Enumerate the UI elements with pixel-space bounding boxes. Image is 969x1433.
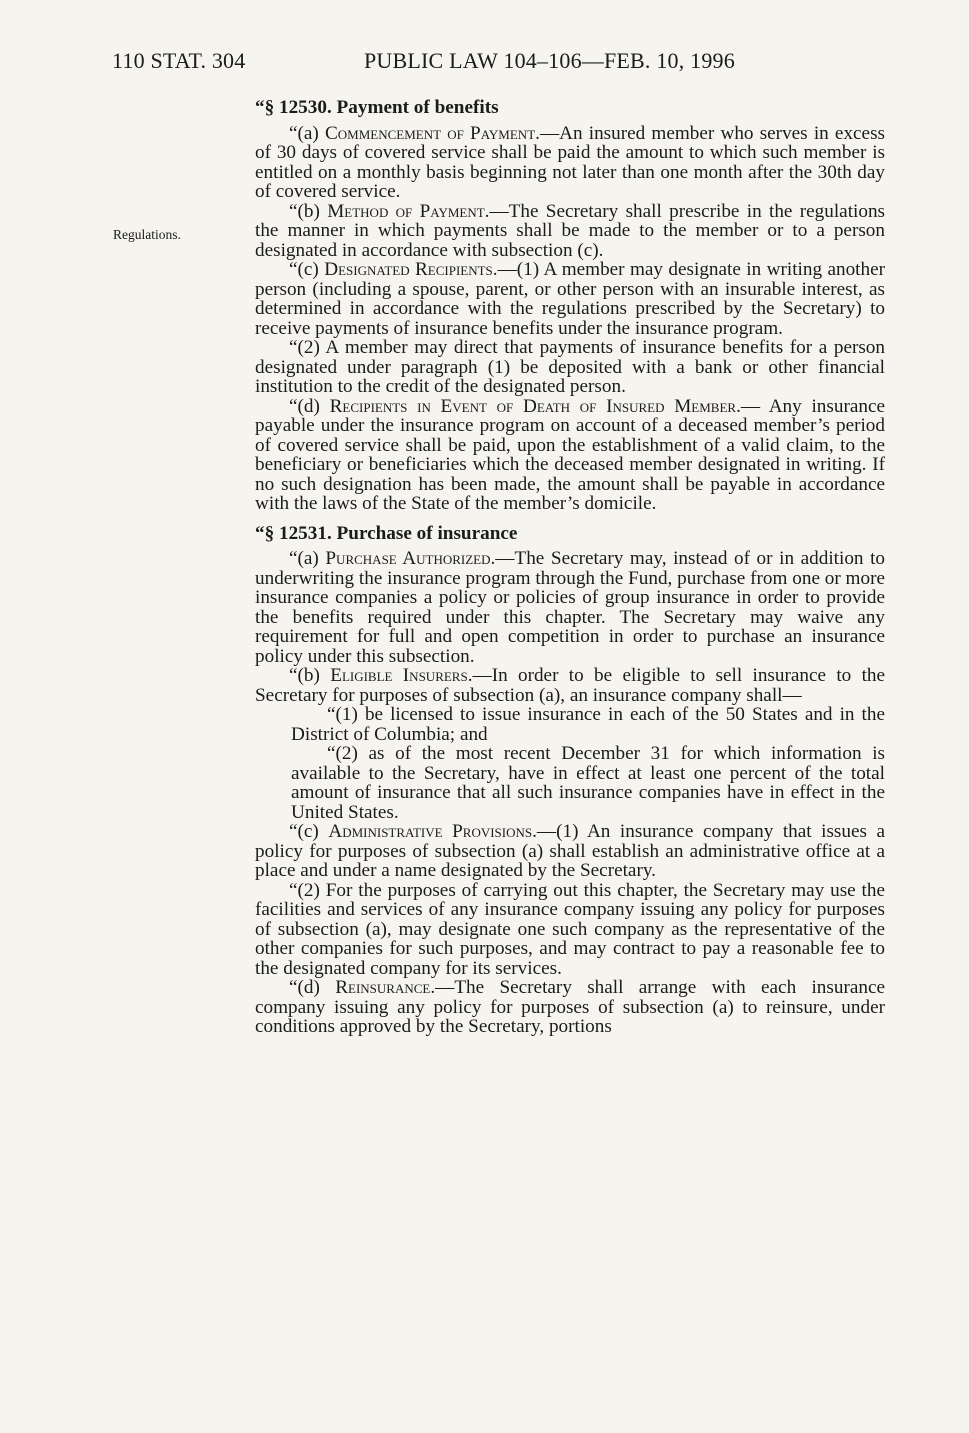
paragraph-caption: Administrative Provisions [328,821,533,842]
section-heading-12530: “§ 12530. Payment of benefits [255,97,499,118]
paragraph-text: .—(1) A member may designate in writing another person (including a spouse, parent, or other person with an insurable interest, as determined in accordance with the regulations prescribed by the Secretary) to receive payments of insurance benefits under the insurance program. [255,259,886,339]
stat-citation: 110 STAT. 304 [112,48,246,73]
paragraph-12531-a [255,549,885,666]
paragraph-caption: Designated Recipients [324,259,493,280]
paragraph-12531-b [255,666,885,705]
paragraph-label: “(b) [289,200,320,222]
paragraph-text: .—The Secretary may, instead of or in addition to underwriting the insurance program through the Fund, purchase from one or more insurance companies a policy or policies of group insurance in order to provide the benefits required under this chapter. The Secretary may waive any requirement for full and open competition in order to purchase an insurance policy under this subsection. [255,548,886,667]
paragraph-12530-b [255,202,885,261]
paragraph-12530-c2: “(2) A member may direct that payments of insurance benefits for a person designated under paragraph (1) be deposited with a bank or other financial institution to the credit of the designated person. [255,337,885,397]
paragraph-label: “(c) [289,821,319,842]
paragraph-text: .—(1) An insurance company that issues a policy for purposes of subsection (a) shall establish an administrative office at a place and under a name designated by the Secretary. [255,821,885,881]
paragraph-12530-a [255,124,885,202]
paragraph-label: “(b) [289,665,320,686]
margin-note-regulations: Regulations. [113,227,181,242]
paragraph-text: .—The Secretary shall prescribe in the regulations the manner in which payments shall be made to the member or to a person designated in accordance with subsection (c). [255,200,886,261]
paragraph-caption: Commencement of Payment [325,122,536,144]
paragraph-12531-d [255,978,885,1037]
paragraph-text: .—The Secretary shall arrange with each insurance company issuing any policy for purposes of subsection (a) to reinsure, under conditions approved by the Secretary, portions [255,977,885,1037]
paragraph-label: “(a) [289,548,319,569]
paragraph-12530-c [255,260,885,338]
paragraph-12530-d [255,397,885,514]
paragraph-label: “(d) [289,395,320,417]
paragraph-12531-c2: “(2) For the purposes of carrying out this chapter, the Secretary may use the facilities and services of any insurance company issuing any policy for purposes of subsection (a), may designate one such company as the representative of the other companies for such purposes, and may contract to pay a reasonable fee to the designated company for its services. [255,879,885,979]
paragraph-label: “(c) [289,259,319,280]
body-text [255,96,885,1037]
paragraph-caption: Eligible Insurers [330,665,468,686]
paragraph-text: .—An insured member who serves in excess of 30 days of covered service shall be paid the amount to which such member is entitled on a monthly basis beginning not later than one month after the 30th day of covered service. [255,122,886,202]
paragraph-text: .—In order to be eligible to sell insurance to the Secretary for purposes of subsection (a), an insurance company shall— [255,665,886,706]
page-header [112,48,812,78]
paragraph-12531-b2: “(2) as of the most recent December 31 for which information is available to the Secretary, have in effect at least one percent of the total amount of insurance that all such insurance companies have in effect in the United States. [291,743,885,823]
paragraph-caption: Purchase Authorized [325,548,491,569]
paragraph-caption: Recipients in Event of Death of Insured Member [329,395,737,417]
paragraph-caption: Method of Payment [327,200,485,222]
paragraph-12531-c [255,822,885,881]
paragraph-label: “(a) [289,122,319,144]
paragraph-label: “(d) [289,977,320,998]
paragraph-text: .— Any insurance payable under the insurance program on account of a deceased member’s period of covered service shall be paid, upon the establishment of a valid claim, to the beneficiary or beneficiaries which the deceased member designated in writing. If no such designation has been made, the amount shall be payable in accordance with the laws of the State of the member’s domicile. [255,395,885,514]
section-heading-12531: “§ 12531. Purchase of insurance [255,522,518,544]
paragraph-12531-b1: “(1) be licensed to issue insurance in each of the 50 States and in the District of Columbia; and [291,704,885,745]
public-law-title: PUBLIC LAW 104–106—FEB. 10, 1996 [364,48,735,73]
paragraph-caption: Reinsurance [335,977,431,998]
